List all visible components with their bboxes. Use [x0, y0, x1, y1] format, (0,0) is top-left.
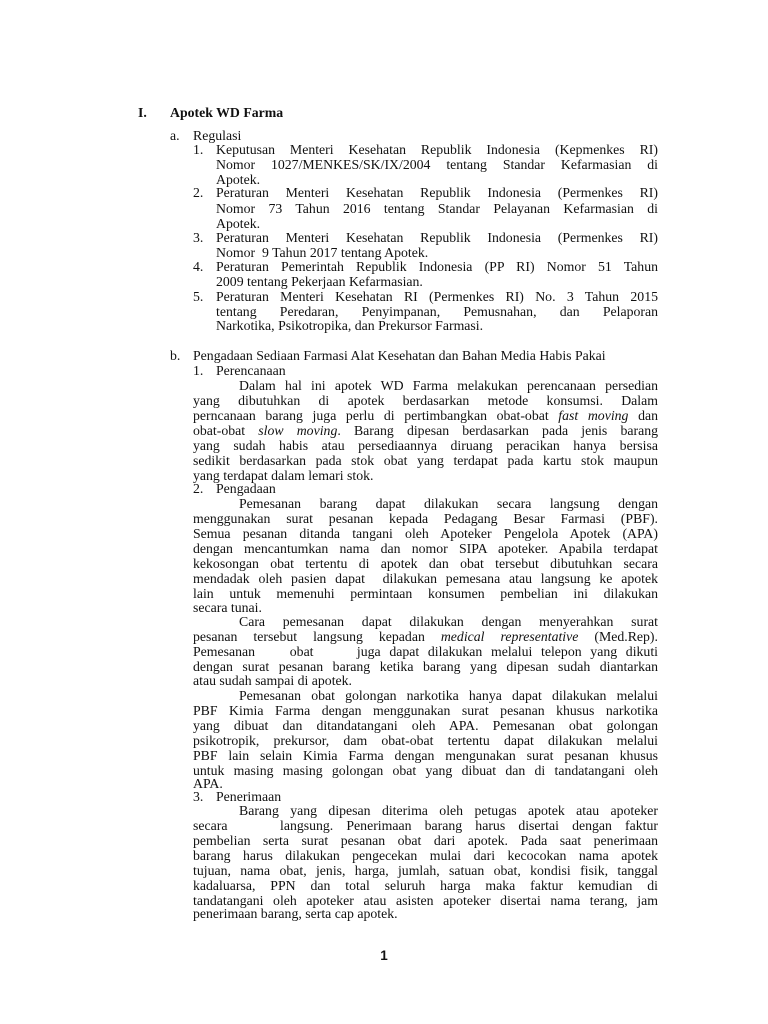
paragraph-line: atau sudah sampai di apotek.	[193, 673, 353, 688]
paragraph-line: Semua pesanan ditanda tangani oleh Apoteker Pengelola Apotek (APA)	[193, 526, 658, 541]
paragraph-line: obat-obat slow moving. Barang dipesan berdasarkan pada jenis barang	[193, 423, 658, 438]
paragraph-line: kekosongan obat tertentu di apotek dan obat tersebut dibutuhkan secara	[193, 556, 658, 571]
sub-title: Pengadaan	[216, 481, 276, 496]
page-number: 1	[380, 948, 388, 963]
list-number: 4.	[193, 259, 204, 274]
paragraph-line: penerimaan barang, serta cap apotek.	[193, 906, 398, 921]
paragraph-line: menggunakan surat pesanan kepada Pedagang Besar Farmasi (PBF).	[193, 511, 658, 526]
paragraph-line: Pemesanan obat golongan narkotika hanya dapat dilakukan melalui	[239, 688, 658, 703]
list-item-line: Narkotika, Psikotropika, dan Prekursor Farmasi.	[216, 318, 484, 333]
paragraph-line: Barang yang dipesan diterima oleh petugas apotek atau apoteker	[239, 803, 658, 818]
paragraph-line: tandatangani oleh apoteker atau asisten apoteker disertai nama terang, jam	[193, 893, 658, 908]
sub-title: Penerimaan	[216, 789, 282, 804]
list-item-line: Apotek.	[216, 216, 261, 231]
paragraph-line: Pemesanan barang dapat dilakukan secara langsung dengan	[239, 496, 658, 511]
paragraph-line: sedikit berdasarkan pada stok obat yang terdapat pada kartu stok maupun	[193, 453, 658, 468]
paragraph-line: psikotropik, prekursor, dam obat-obat tertentu dapat dilakukan melalui	[193, 733, 658, 748]
paragraph-line: barang harus dilakukan pengecekan mulai dari kecocokan nama apotek	[193, 848, 658, 863]
list-item-line: Peraturan Pemerintah Republik Indonesia (PP RI) Nomor 51 Tahun	[216, 259, 658, 274]
paragraph-line: APA.	[193, 776, 223, 791]
list-number: 5.	[193, 289, 204, 304]
paragraph-line: secara langsung. Penerimaan barang harus disertai dengan faktur	[193, 818, 658, 833]
paragraph-line: tujuan, nama obat, jenis, harga, jumlah, satuan obat, kondisi fisik, tanggal	[193, 863, 658, 878]
sub-number: 3.	[193, 789, 204, 804]
list-item-line: Apotek.	[216, 172, 261, 187]
list-item-line: Nomor 73 Tahun 2016 tentang Standar Pelayanan Kefarmasian di	[216, 201, 658, 216]
section-b-label: b.	[170, 348, 181, 363]
paragraph-line: Dalam hal ini apotek WD Farma melakukan perencanaan persedian	[239, 378, 658, 393]
sub-number: 2.	[193, 481, 204, 496]
list-number: 2.	[193, 185, 204, 200]
paragraph-line: pembelian serta surat pesanan obat dari apotek. Pada saat penerimaan	[193, 833, 658, 848]
list-item-line: Peraturan Menteri Kesehatan RI (Permenkes RI) No. 3 Tahun 2015	[216, 289, 658, 304]
paragraph-line: untuk masing masing golongan obat yang dibuat dan di tandatangani oleh	[193, 763, 658, 778]
list-item-line: Nomor 9 Tahun 2017 tentang Apotek.	[216, 245, 429, 260]
list-item-line: tentang Peredaran, Penyimpanan, Pemusnahan, dan Pelaporan	[216, 304, 658, 319]
list-number: 3.	[193, 230, 204, 245]
list-item-line: Nomor 1027/MENKES/SK/IX/2004 tentang Standar Kefarmasian di	[216, 157, 658, 172]
paragraph-line: PBF Kimia Farma dengan menggunakan surat pesanan khusus narkotika	[193, 703, 658, 718]
paragraph-line: lain untuk memenuhi permintaan konsumen pembelian ini dilakukan	[193, 586, 658, 601]
paragraph-line: pesanan tersebut langsung kepadan medical representative (Med.Rep).	[193, 629, 658, 644]
paragraph-line: perncanaan barang juga perlu di pertimbangkan obat-obat fast moving dan	[193, 408, 658, 423]
section-a-label: a.	[170, 128, 180, 143]
paragraph-line: secara tunai.	[193, 600, 262, 615]
heading-title: Apotek WD Farma	[170, 105, 284, 120]
paragraph-line: yang sudah habis atau persediaannya diruang peracikan hanya bersisa	[193, 438, 658, 453]
paragraph-line: dengan surat pesanan barang ketika barang yang dipesan sudah diantarkan	[193, 659, 658, 674]
list-item-line: Peraturan Menteri Kesehatan Republik Indonesia (Permenkes RI)	[216, 185, 658, 200]
paragraph-line: mendadak oleh pasien dapat dilakukan pemesana atau langsung ke apotek	[193, 571, 658, 586]
paragraph-line: PBF lain selain Kimia Farma dengan mengunakan surat pesanan khusus	[193, 748, 658, 763]
sub-title: Perencanaan	[216, 363, 286, 378]
paragraph-line: yang terdapat dalam lemari stok.	[193, 468, 374, 483]
heading-number: I.	[138, 105, 147, 120]
paragraph-line: Cara pemesanan dapat dilakukan dengan menyerahkan surat	[239, 614, 658, 629]
list-item-line: 2009 tentang Pekerjaan Kefarmasian.	[216, 274, 423, 289]
paragraph-line: yang dibutuhkan di apotek berdasarkan metode konsumsi. Dalam	[193, 393, 658, 408]
paragraph-line: Pemesanan obat juga dapat dilakukan melalui telepon yang dikuti	[193, 644, 658, 659]
paragraph-line: kadaluarsa, PPN dan total seluruh harga maka faktur kemudian di	[193, 878, 658, 893]
section-a-title: Regulasi	[193, 128, 242, 143]
list-item-line: Keputusan Menteri Kesehatan Republik Indonesia (Kepmenkes RI)	[216, 142, 658, 157]
list-item-line: Peraturan Menteri Kesehatan Republik Indonesia (Permenkes RI)	[216, 230, 658, 245]
paragraph-line: yang dibuat dan ditandatangani oleh APA. Pemesanan obat golongan	[193, 718, 658, 733]
paragraph-line: dengan mencantumkan nama dan nomor SIPA apoteker. Apabila terdapat	[193, 541, 658, 556]
list-number: 1.	[193, 142, 204, 157]
sub-number: 1.	[193, 363, 204, 378]
section-b-title: Pengadaan Sediaan Farmasi Alat Kesehatan dan Bahan Media Habis Pakai	[193, 348, 606, 363]
